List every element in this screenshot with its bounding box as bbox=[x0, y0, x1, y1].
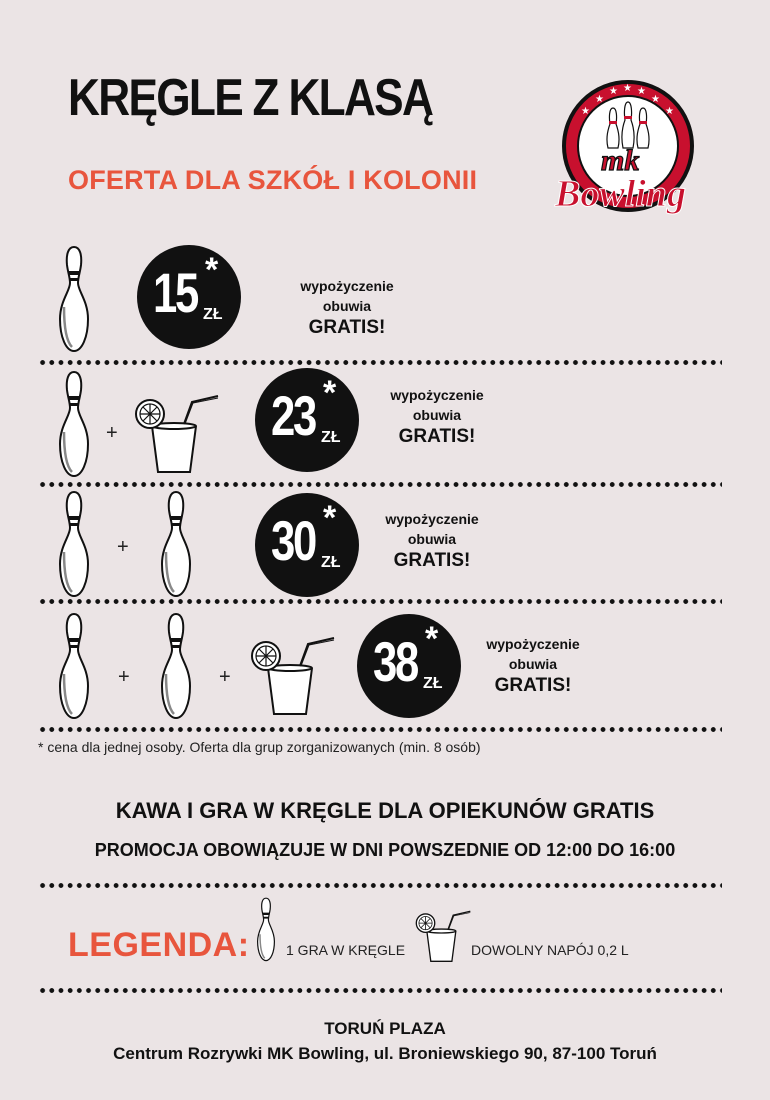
footnote: * cena dla jednej osoby. Oferta dla grup zorganizowanych (min. 8 osób) bbox=[38, 739, 481, 755]
legend-label: LEGENDA: bbox=[68, 926, 250, 964]
plus-sign: + bbox=[117, 536, 129, 558]
price-asterisk: * bbox=[205, 251, 219, 289]
price-badge bbox=[357, 614, 461, 718]
price-badge bbox=[255, 368, 359, 472]
drink-icon bbox=[246, 630, 336, 715]
rental-free: GRATIS! bbox=[308, 317, 386, 338]
svg-text:★: ★ bbox=[665, 106, 674, 117]
dotted-divider bbox=[38, 727, 722, 732]
price-currency: ZŁ bbox=[321, 554, 341, 571]
page-title: KRĘGLE Z KLASĄ bbox=[68, 69, 433, 127]
svg-text:★: ★ bbox=[651, 94, 660, 105]
rental-free: GRATIS! bbox=[494, 675, 572, 696]
shoe-rental-note bbox=[362, 385, 512, 449]
rental-line: obuwia bbox=[322, 298, 372, 314]
svg-text:★: ★ bbox=[609, 86, 618, 97]
promo-headline: KAWA I GRA W KRĘGLE DLA OPIEKUNÓW GRATIS bbox=[115, 798, 655, 823]
drink-icon bbox=[412, 906, 472, 962]
plus-sign: + bbox=[118, 666, 130, 688]
price-value: 15 bbox=[153, 261, 197, 324]
plus-sign: + bbox=[219, 666, 231, 688]
rental-line: wypożyczenie bbox=[486, 636, 580, 652]
promo-hours: PROMOCJA OBOWIĄZUJE W DNI POWSZEDNIE OD 12:00 DO 16:00 bbox=[94, 840, 676, 860]
logo-text-mk: mk bbox=[601, 144, 640, 177]
svg-text:★: ★ bbox=[581, 106, 590, 117]
price-badge bbox=[137, 245, 241, 349]
svg-text:★: ★ bbox=[637, 86, 646, 97]
bowling-pin-icon bbox=[56, 245, 92, 355]
dotted-divider bbox=[38, 482, 722, 487]
rental-free: GRATIS! bbox=[398, 426, 476, 447]
plus-sign: + bbox=[106, 422, 118, 444]
price-value: 30 bbox=[271, 509, 315, 572]
dotted-divider bbox=[38, 988, 722, 993]
dotted-divider bbox=[38, 883, 722, 888]
rental-line: obuwia bbox=[412, 407, 462, 423]
price-currency: ZŁ bbox=[423, 675, 443, 692]
venue-address: Centrum Rozrywki MK Bowling, ul. Broniewskiego 90, 87-100 Toruń bbox=[113, 1044, 657, 1063]
price-asterisk: * bbox=[323, 499, 337, 537]
dotted-divider bbox=[38, 599, 722, 604]
dotted-divider bbox=[38, 360, 722, 365]
price-currency: ZŁ bbox=[203, 306, 223, 323]
rental-free: GRATIS! bbox=[393, 550, 471, 571]
price-currency: ZŁ bbox=[321, 429, 341, 446]
price-value: 23 bbox=[271, 384, 315, 447]
shoe-rental-note bbox=[272, 276, 422, 340]
svg-text:★: ★ bbox=[595, 94, 604, 105]
legend-drink-text: DOWOLNY NAPÓJ 0,2 L bbox=[471, 942, 629, 958]
price-badge bbox=[255, 493, 359, 597]
shoe-rental-note bbox=[357, 509, 507, 573]
bowling-pin-icon bbox=[158, 612, 194, 722]
page-subtitle: OFERTA DLA SZKÓŁ I KOLONII bbox=[68, 165, 478, 195]
legend-pin-text: 1 GRA W KRĘGLE bbox=[286, 942, 406, 958]
rental-line: obuwia bbox=[407, 531, 457, 547]
bowling-pin-icon bbox=[56, 490, 92, 600]
price-asterisk: * bbox=[425, 620, 439, 658]
shoe-rental-note bbox=[458, 634, 608, 698]
price-asterisk: * bbox=[323, 374, 337, 412]
svg-text:★: ★ bbox=[623, 83, 632, 94]
bowling-pin-icon bbox=[56, 370, 92, 480]
bowling-pin-icon bbox=[255, 897, 277, 963]
rental-line: wypożyczenie bbox=[385, 511, 479, 527]
rental-line: wypożyczenie bbox=[300, 278, 394, 294]
rental-line: obuwia bbox=[508, 656, 558, 672]
logo-text-bowling: Bowling bbox=[555, 173, 686, 215]
bowling-pin-icon bbox=[56, 612, 92, 722]
rental-line: wypożyczenie bbox=[390, 387, 484, 403]
venue-name: TORUŃ PLAZA bbox=[324, 1019, 446, 1038]
mk-bowling-logo bbox=[543, 78, 713, 218]
drink-icon bbox=[130, 388, 220, 473]
price-value: 38 bbox=[373, 630, 417, 693]
bowling-pin-icon bbox=[158, 490, 194, 600]
